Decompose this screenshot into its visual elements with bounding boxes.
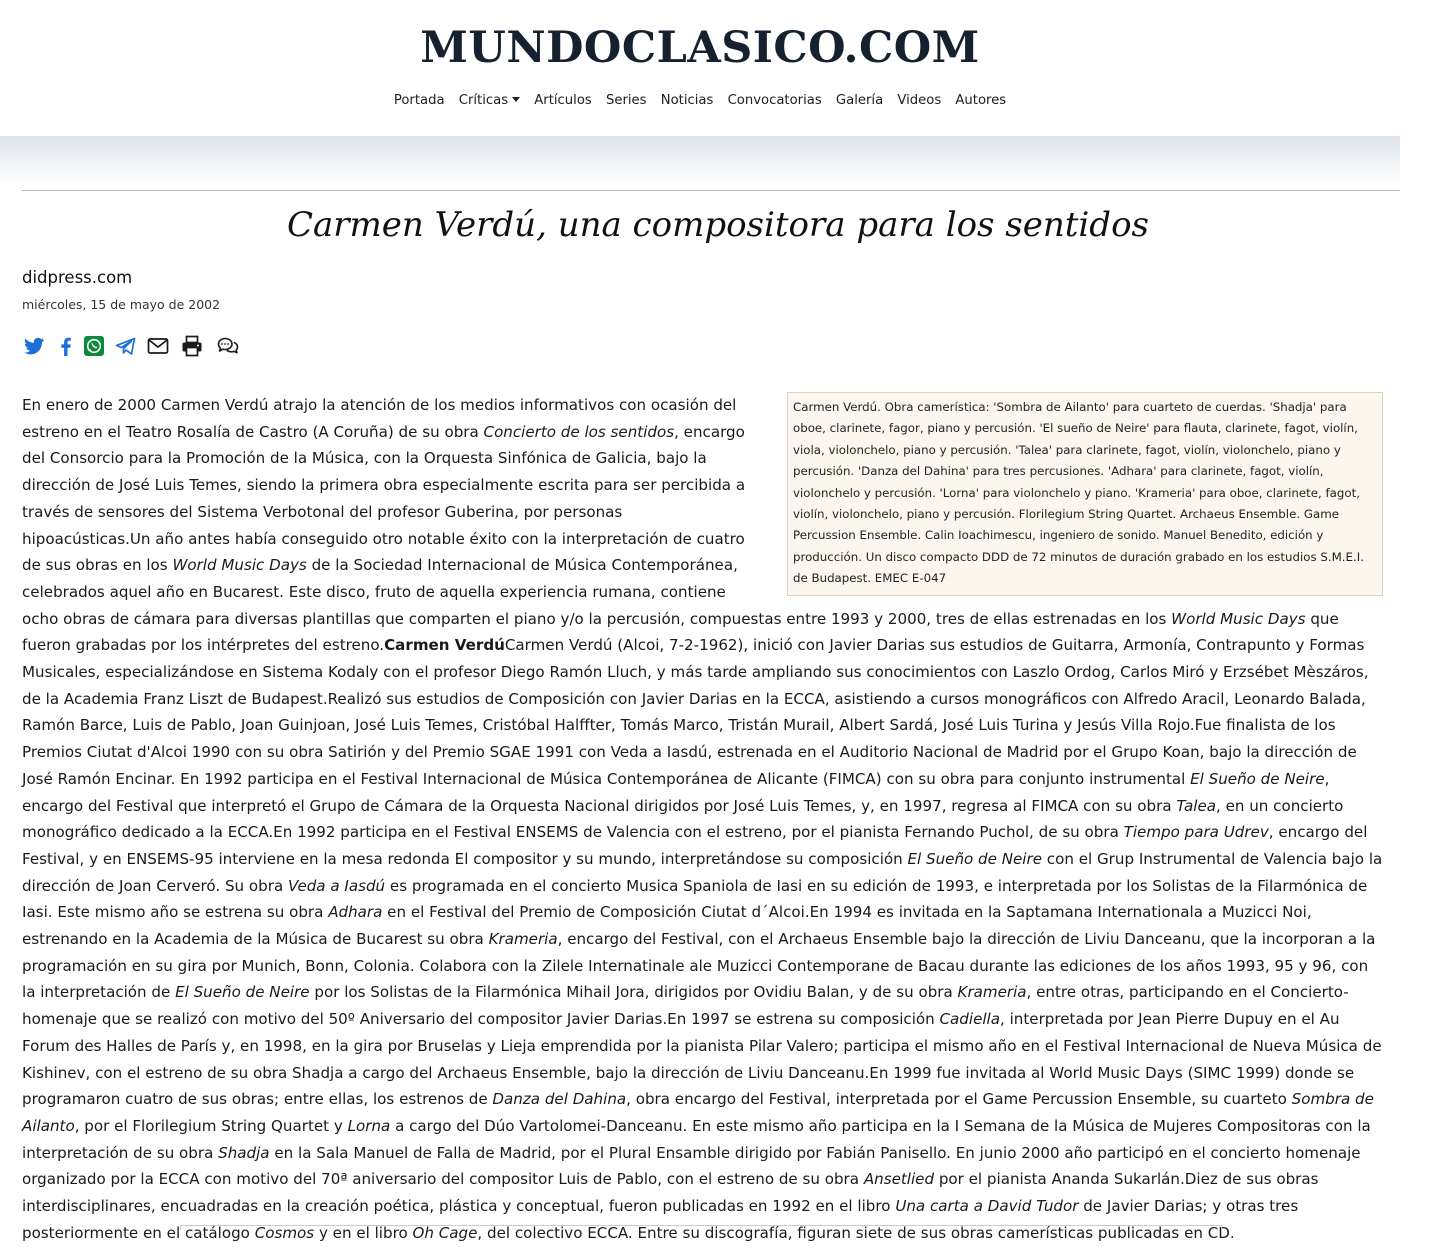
work-title: Cosmos [254, 1223, 315, 1242]
section-heading: Carmen Verdú [384, 636, 505, 655]
body-run: que fueron grabadas por los intérpretes del estreno. [22, 609, 1339, 655]
body-run: , del colectivo ECCA. Entre su discografía, figuran siete de sus obras camerísticas publicadas en CD. [477, 1223, 1235, 1242]
body-run: de la Sociedad Internacional de Música Contemporánea, celebrados aquel año en Bucarest. Este disco, fruto de aquella experiencia rumana, contiene ocho obras de cámara para diversas plantillas que comparten el piano y/o la percusión, compuestas entre 1993 y 2000, tres de ellas estrenadas en los [22, 556, 1172, 628]
work-title: Adhara [328, 903, 383, 922]
work-title: Krameria [957, 983, 1027, 1002]
body-run: , encargo del Festival que interpretó el Grupo de Cámara de la Orquesta Nacional dirigidos por José Luis Temes, y, en 1997, regresa al FIMCA con su obra [22, 769, 1330, 815]
nav-item-autores[interactable]: Autores [955, 93, 1007, 108]
body-run: , en un concierto monográfico dedicado a la ECCA.En 1992 participa en el Festival ENSEMS de Valencia con el estreno, por el pianista Fernando Puchol, de su obra [22, 796, 1344, 842]
body-run: con el Grup Instrumental de Valencia bajo la dirección de Joan Cerveró. Su obra [22, 849, 1383, 895]
work-title: Danza del Dahina [492, 1090, 627, 1109]
facebook-icon[interactable] [54, 334, 78, 358]
body-run: es programada en el concierto Musica Spaniola de Iasi en su edición de 1993, e interpretada por los Solistas de la Filarmónica de Iasi. Este mismo año se estrena su obra [22, 876, 1368, 922]
telegram-icon[interactable] [114, 334, 138, 358]
work-title: Lorna [347, 1116, 391, 1135]
body-run: Carmen Verdú (Alcoi, 7-2-1962), inició con Javier Darias sus estudios de Guitarra, Armonía, Contrapunto y Formas Musicales, especializándose en Sistema Kodaly con el profesor Diego Ramón Lluch, y más tarde ampliando sus conocimientos con Laszlo Ordog, Carlos Miró y Erzsébet Mèszáros, de la Academia Franz Liszt de Budapest.Realizó sus estudios de Composición con Javier Darias en la ECCA, asistiendo a cursos monográficos con Alfredo Aracil, Leonardo Balada, Ramón Barce, Luis de Pablo, Joan Guinjoan, José Luis Temes, Cristóbal Halffter, Tomás Marco, Tristán Murail, Albert Sardá, José Luis Turina y Jesús Villa Rojo.Fue finalista de los Premios Ciutat d'Alcoi 1990 con su obra Satirión y del Premio SGAE 1991 con Veda a Iasdú, estrenada en el Auditorio Nacional de Madrid por el Grupo Koan, bajo la dirección de José Ramón Encinar. En 1992 participa en el Festival Internacional de Música Contemporánea de Alicante (FIMCA) con su obra para conjunto instrumental [22, 636, 1369, 788]
work-title: El Sueño de Neire [175, 983, 310, 1002]
body-run: , interpretada por Jean Pierre Dupuy en el Au Forum des Halles de París y, en 1998, en la gira por Bruselas y Lieja emprendida por la pianista Pilar Valero; participa el mismo año en el Festival Internacional de Nueva Música de Kishinev, con el estreno de su obra Shadja a cargo del Archaeus Ensemble, bajo la dirección de Liviu Danceanu.En 1999 fue invitada al World Music Days (SIMC 1999) donde se programaron cuatro de sus obras; entre ellas, los estrenos de [22, 1010, 1382, 1109]
body-run: , entre otras, participando en el Concierto-homenaje que se realizó con motivo del 50º Aniversario del compositor Javier Darias.En 1997 se estrena su composición [22, 983, 1349, 1029]
work-title: Shadja [218, 1143, 270, 1162]
article-body [22, 392, 1383, 1242]
work-title: Oh Cage [412, 1223, 478, 1242]
site-header [0, 0, 1400, 136]
article-date: miércoles, 15 de mayo de 2002 [22, 297, 221, 312]
work-title: Ansetlied [863, 1170, 935, 1189]
nav-item-series[interactable]: Series [605, 93, 647, 108]
nav-item-videos[interactable]: Videos [897, 93, 942, 108]
article-title: Carmen Verdú, una compositora para los sentidos [287, 205, 1149, 245]
work-title: Sombra de Ailanto [22, 1090, 1374, 1135]
article-byline[interactable]: didpress.com [22, 268, 133, 287]
twitter-icon[interactable] [22, 334, 46, 358]
divider [22, 190, 1400, 191]
nav-item-criticas[interactable] [459, 91, 520, 111]
work-title: Tiempo para Udrev [1123, 823, 1269, 842]
main-nav [0, 91, 1400, 111]
body-run: en el Festival del Premio de Composición Ciutat d´Alcoi.En 1994 es invitada en la Saptamana Internationala a Muzicci Noi, estrenando en la Academia de la Música de Bucarest su obra [22, 903, 1312, 949]
work-title: Una carta a David Tudor [895, 1197, 1079, 1216]
email-icon[interactable] [146, 334, 170, 358]
work-title: World Music Days [172, 556, 307, 575]
work-title: El Sueño de Neire [907, 849, 1042, 868]
cd-caption: Carmen Verdú. Obra camerística: 'Sombra de Ailanto' para cuarteto de cuerdas. 'Shadja' para oboe, clarinete, fagor, piano y percusión. 'El sueño de Neire' para flauta, clarinete, fagot, violín, viola, violonchelo, piano y percusión. 'Talea' para clarinete, fagot, violín, violonchelo, piano y percusión. 'Danza del Dahina' para tres percusiones. 'Adhara' para clarinete, fagot, violín, violonchelo y percusión. 'Lorna' para violonchelo y piano. 'Krameria' para oboe, clarinete, fagot, violín, violonchelo, piano y percusión. Florilegium String Quartet. Archaeus Ensemble. Game Percussion Ensemble. Calin Ioachimescu, ingeniero de sonido. Manuel Benedito, edición y producción. Un disco compacto DDD de 72 minutos de duración grabado en los estudios S.M.E.I. de Budapest. EMEC E-047 [787, 392, 1383, 596]
nav-item-portada[interactable]: Portada [393, 93, 445, 108]
work-title: El Sueño de Neire [1190, 769, 1325, 788]
header-shadow [0, 136, 1400, 186]
body-run: de Javier Darias; y otras tres posteriormente en el catálogo [22, 1197, 1299, 1242]
nav-item-noticias[interactable]: Noticias [660, 93, 714, 108]
body-run: por el pianista Ananda Sukarlán.Diez de sus obras interdisciplinares, encuadradas en la creación poética, plástica y conceptual, fueron publicadas en 1992 en el libro [22, 1170, 1319, 1216]
chevron-down-icon [512, 97, 520, 102]
nav-item-convocatorias[interactable]: Convocatorias [727, 93, 822, 108]
body-run: en la Sala Manuel de Falla de Madrid, por el Plural Ensamble dirigido por Fabián Panisello. En junio 2000 año participó en el concierto homenaje organizado por la ECCA con motivo del 70ª aniversario del compositor Luis de Pablo, con el estreno de su obra [22, 1143, 1361, 1189]
body-run: y en el libro [314, 1223, 413, 1242]
body-run: En enero de 2000 Carmen Verdú atrajo la atención de los medios informativos con ocasión del estreno en el Teatro Rosalía de Castro (A Coruña) de su obra [22, 396, 737, 441]
body-run: , por el Florilegium String Quartet y [74, 1116, 348, 1135]
body-run: a cargo del Dúo Vartolomei-Danceanu. En este mismo año participa en la I Semana de la Música de Mujeres Compositoras con la interpretación de su obra [22, 1116, 1371, 1162]
body-run: , encargo del Consorcio para la Promoción de la Música, con la Orquesta Sinfónica de Galicia, bajo la dirección de José Luis Temes, siendo la primera obra especialmente escrita para ser percibida a través de sensores del Sistema Verbotonal del profesor Guberina, por personas hipoacústicas.Un año antes había conseguido otro notable éxito con la interpretación de cuatro de sus obras en los [22, 422, 746, 575]
nav-item-articulos[interactable]: Artículos [534, 93, 592, 108]
site-logo[interactable]: MUNDOCLASICO.COM [420, 23, 980, 73]
bottom-frame [180, 1225, 1222, 1230]
print-icon[interactable] [180, 334, 204, 358]
work-title: Concierto de los sentidos [483, 422, 675, 441]
body-run: por los Solistas de la Filarmónica Mihail Jora, dirigidos por Ovidiu Balan, y de su obra [309, 983, 958, 1002]
nav-item-galeria[interactable]: Galería [835, 93, 884, 108]
body-run: , obra encargo del Festival, interpretada por el Game Percussion Ensemble, su cuarteto [626, 1090, 1292, 1109]
work-title: Talea [1176, 796, 1216, 815]
nav-item-label: Críticas [458, 93, 509, 108]
body-run: , encargo del Festival, con el Archaeus Ensemble bajo la dirección de Liviu Danceanu, que la incorporan a la programación en su gira por Munich, Bonn, Colonia. Colabora con la Zilele Internatinale ale Muzicci Contemporane de Bacau durante las ediciones de los años 1993, 95 y 96, con la interpretación de [22, 930, 1376, 1002]
body-run: , encargo del Festival, y en ENSEMS-95 interviene en la mesa redonda El compositor y su mundo, interpretándose su composición [22, 823, 1368, 868]
work-title: Krameria [488, 930, 558, 949]
work-title: World Music Days [1171, 609, 1306, 628]
whatsapp-icon[interactable] [82, 334, 106, 358]
work-title: Cadiella [939, 1010, 1001, 1029]
work-title: Veda a Iasdú [288, 876, 386, 895]
comments-icon[interactable] [216, 334, 240, 358]
